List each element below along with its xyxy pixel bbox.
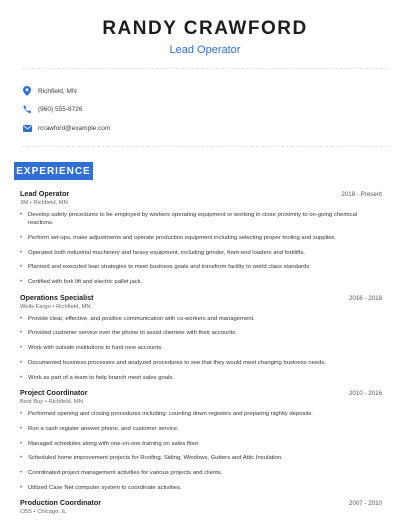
job-header — [20, 189, 382, 198]
bullet-text: Utilized Case Net computer system to coordinate activities. — [28, 484, 182, 491]
bullet-dot: • — [20, 455, 23, 462]
candidate-name: RANDY CRAWFORD — [102, 18, 308, 39]
bullet-item — [20, 211, 382, 227]
contact-phone — [22, 101, 388, 120]
bullet-text: Performed opening and closing procedures including: counting down registers and preparing nightly deposits. — [28, 411, 313, 418]
bullet-dot: • — [20, 425, 23, 432]
bullet-dot: • — [20, 234, 23, 241]
bullet-item — [20, 469, 382, 477]
bullet-item — [20, 315, 382, 323]
bullet-text: Perform set-ups, make adjustments and operate production equipment including selecting proper tooling and supplies. — [28, 234, 337, 241]
job-location: Chicago, IL — [37, 509, 67, 516]
bullet-dot: • — [20, 315, 23, 322]
job-company-line — [20, 304, 382, 310]
bullet-item — [20, 278, 382, 286]
bullet-item — [20, 454, 382, 462]
bullet-text: Managed schedules along with one-on-one training on sales floor. — [28, 440, 200, 447]
bullet-item — [20, 249, 382, 257]
bullet-dot: • — [20, 279, 23, 286]
job-title: Lead Operator — [20, 189, 70, 198]
candidate-role: Lead Operator — [169, 44, 241, 56]
job-title: Production Coordinator — [20, 498, 102, 508]
separator-dot: • — [31, 509, 38, 516]
phone-icon — [22, 105, 32, 115]
bullet-text: Provided customer service over the phone to assist clientele with their accounts. — [28, 330, 237, 337]
job-company: CBS — [20, 509, 32, 516]
bullet-dot: • — [20, 330, 23, 337]
bullet-text: Work as part of a team to help branch meet sales goals. — [28, 374, 174, 381]
bullet-dot: • — [20, 440, 23, 447]
job-entry — [20, 189, 382, 286]
bullet-item — [20, 374, 382, 382]
separator-dot: • — [28, 200, 34, 206]
job-location: Richfield, MN — [33, 200, 68, 206]
contact-email-text: rcrawford@example.com — [38, 124, 111, 132]
divider — [22, 68, 388, 69]
job-bullets — [20, 410, 382, 492]
bullet-text: Certified with fork lift and electric pallet jack. — [28, 279, 143, 286]
bullet-text: Provide clear, effective, and positive communication with co-workers and management. — [28, 315, 255, 322]
bullet-text: Coordinated project management activities for various projects and clients. — [28, 470, 223, 477]
job-header — [20, 293, 382, 302]
experience-heading: EXPERIENCE — [14, 162, 93, 180]
job-entry — [20, 293, 382, 382]
contact-email — [22, 119, 388, 138]
job-dates: 2007 - 2010 — [348, 500, 382, 508]
job-bullets — [20, 315, 382, 382]
job-company-line — [20, 200, 382, 206]
bullet-dot: • — [20, 484, 23, 491]
divider — [22, 146, 388, 147]
bullet-dot: • — [20, 359, 23, 366]
bullet-item — [20, 359, 382, 367]
job-company-line — [20, 399, 382, 405]
bullet-text: Scheduled home improvement projects for Roofing, Siding, Windows, Gutters and Attic Insulation. — [28, 455, 283, 462]
bullet-text: Run a cash register answer phone, and customer service. — [28, 425, 179, 432]
job-company: Best Buy — [20, 399, 44, 406]
contact-list — [22, 82, 388, 138]
contact-location — [22, 82, 388, 101]
bullet-dot: • — [20, 411, 23, 418]
job-entry — [20, 498, 382, 515]
envelope-icon — [22, 123, 32, 133]
resume-header — [0, 18, 410, 56]
bullet-text: Documented business processes and analyzed procedures to see that they would meet changing business needs. — [28, 359, 326, 366]
job-company-line — [20, 509, 382, 515]
job-entry — [20, 388, 382, 492]
bullet-text: Operated both industrial machinery and heavy equipment, including grinder, front-end loaders and forklifts. — [28, 249, 306, 256]
bullet-dot: • — [20, 249, 23, 256]
job-location: Richfield, MN — [48, 399, 83, 406]
job-location: Richfield, MN — [56, 303, 91, 310]
bullet-dot: • — [20, 345, 23, 352]
bullet-item — [20, 440, 382, 448]
bullet-item — [20, 234, 382, 242]
job-dates: 2010 - 2016 — [348, 390, 382, 398]
job-dates: 2016 - 2018 — [348, 294, 382, 302]
bullet-dot: • — [20, 264, 23, 271]
job-bullets — [20, 211, 382, 286]
job-title: Operations Specialist — [20, 292, 94, 302]
separator-dot: • — [43, 399, 49, 406]
bullet-item — [20, 410, 382, 418]
bullet-dot: • — [20, 212, 23, 218]
bullet-item — [20, 344, 382, 352]
job-header — [20, 388, 382, 397]
contact-location-text: Richfield, MN — [38, 87, 77, 95]
bullet-item — [20, 263, 382, 271]
bullet-text: Work with outside institutions to fund new accounts. — [28, 345, 163, 352]
bullet-dot: • — [20, 470, 23, 477]
job-header — [20, 498, 382, 507]
bullet-item — [20, 484, 382, 492]
bullet-text: Planned and executed lean strategies to meet business goals and transform facility to world class standards. — [28, 264, 311, 271]
bullet-item — [20, 425, 382, 433]
contact-phone-text: (960) 555-8726 — [38, 106, 83, 114]
experience-list — [20, 189, 382, 516]
job-title: Project Coordinator — [20, 388, 88, 398]
bullet-item — [20, 329, 382, 337]
location-pin-icon — [22, 86, 32, 96]
job-company: 3M — [20, 200, 29, 206]
bullet-text: Develop safety procedures to be employed by workers operating equipment or working in close proximity to on-going chemical reactions. — [28, 212, 358, 227]
bullet-dot: • — [20, 374, 23, 381]
job-company: Wells Fargo — [20, 303, 51, 310]
job-dates: 2018 - Present — [341, 191, 382, 198]
separator-dot: • — [50, 303, 57, 310]
